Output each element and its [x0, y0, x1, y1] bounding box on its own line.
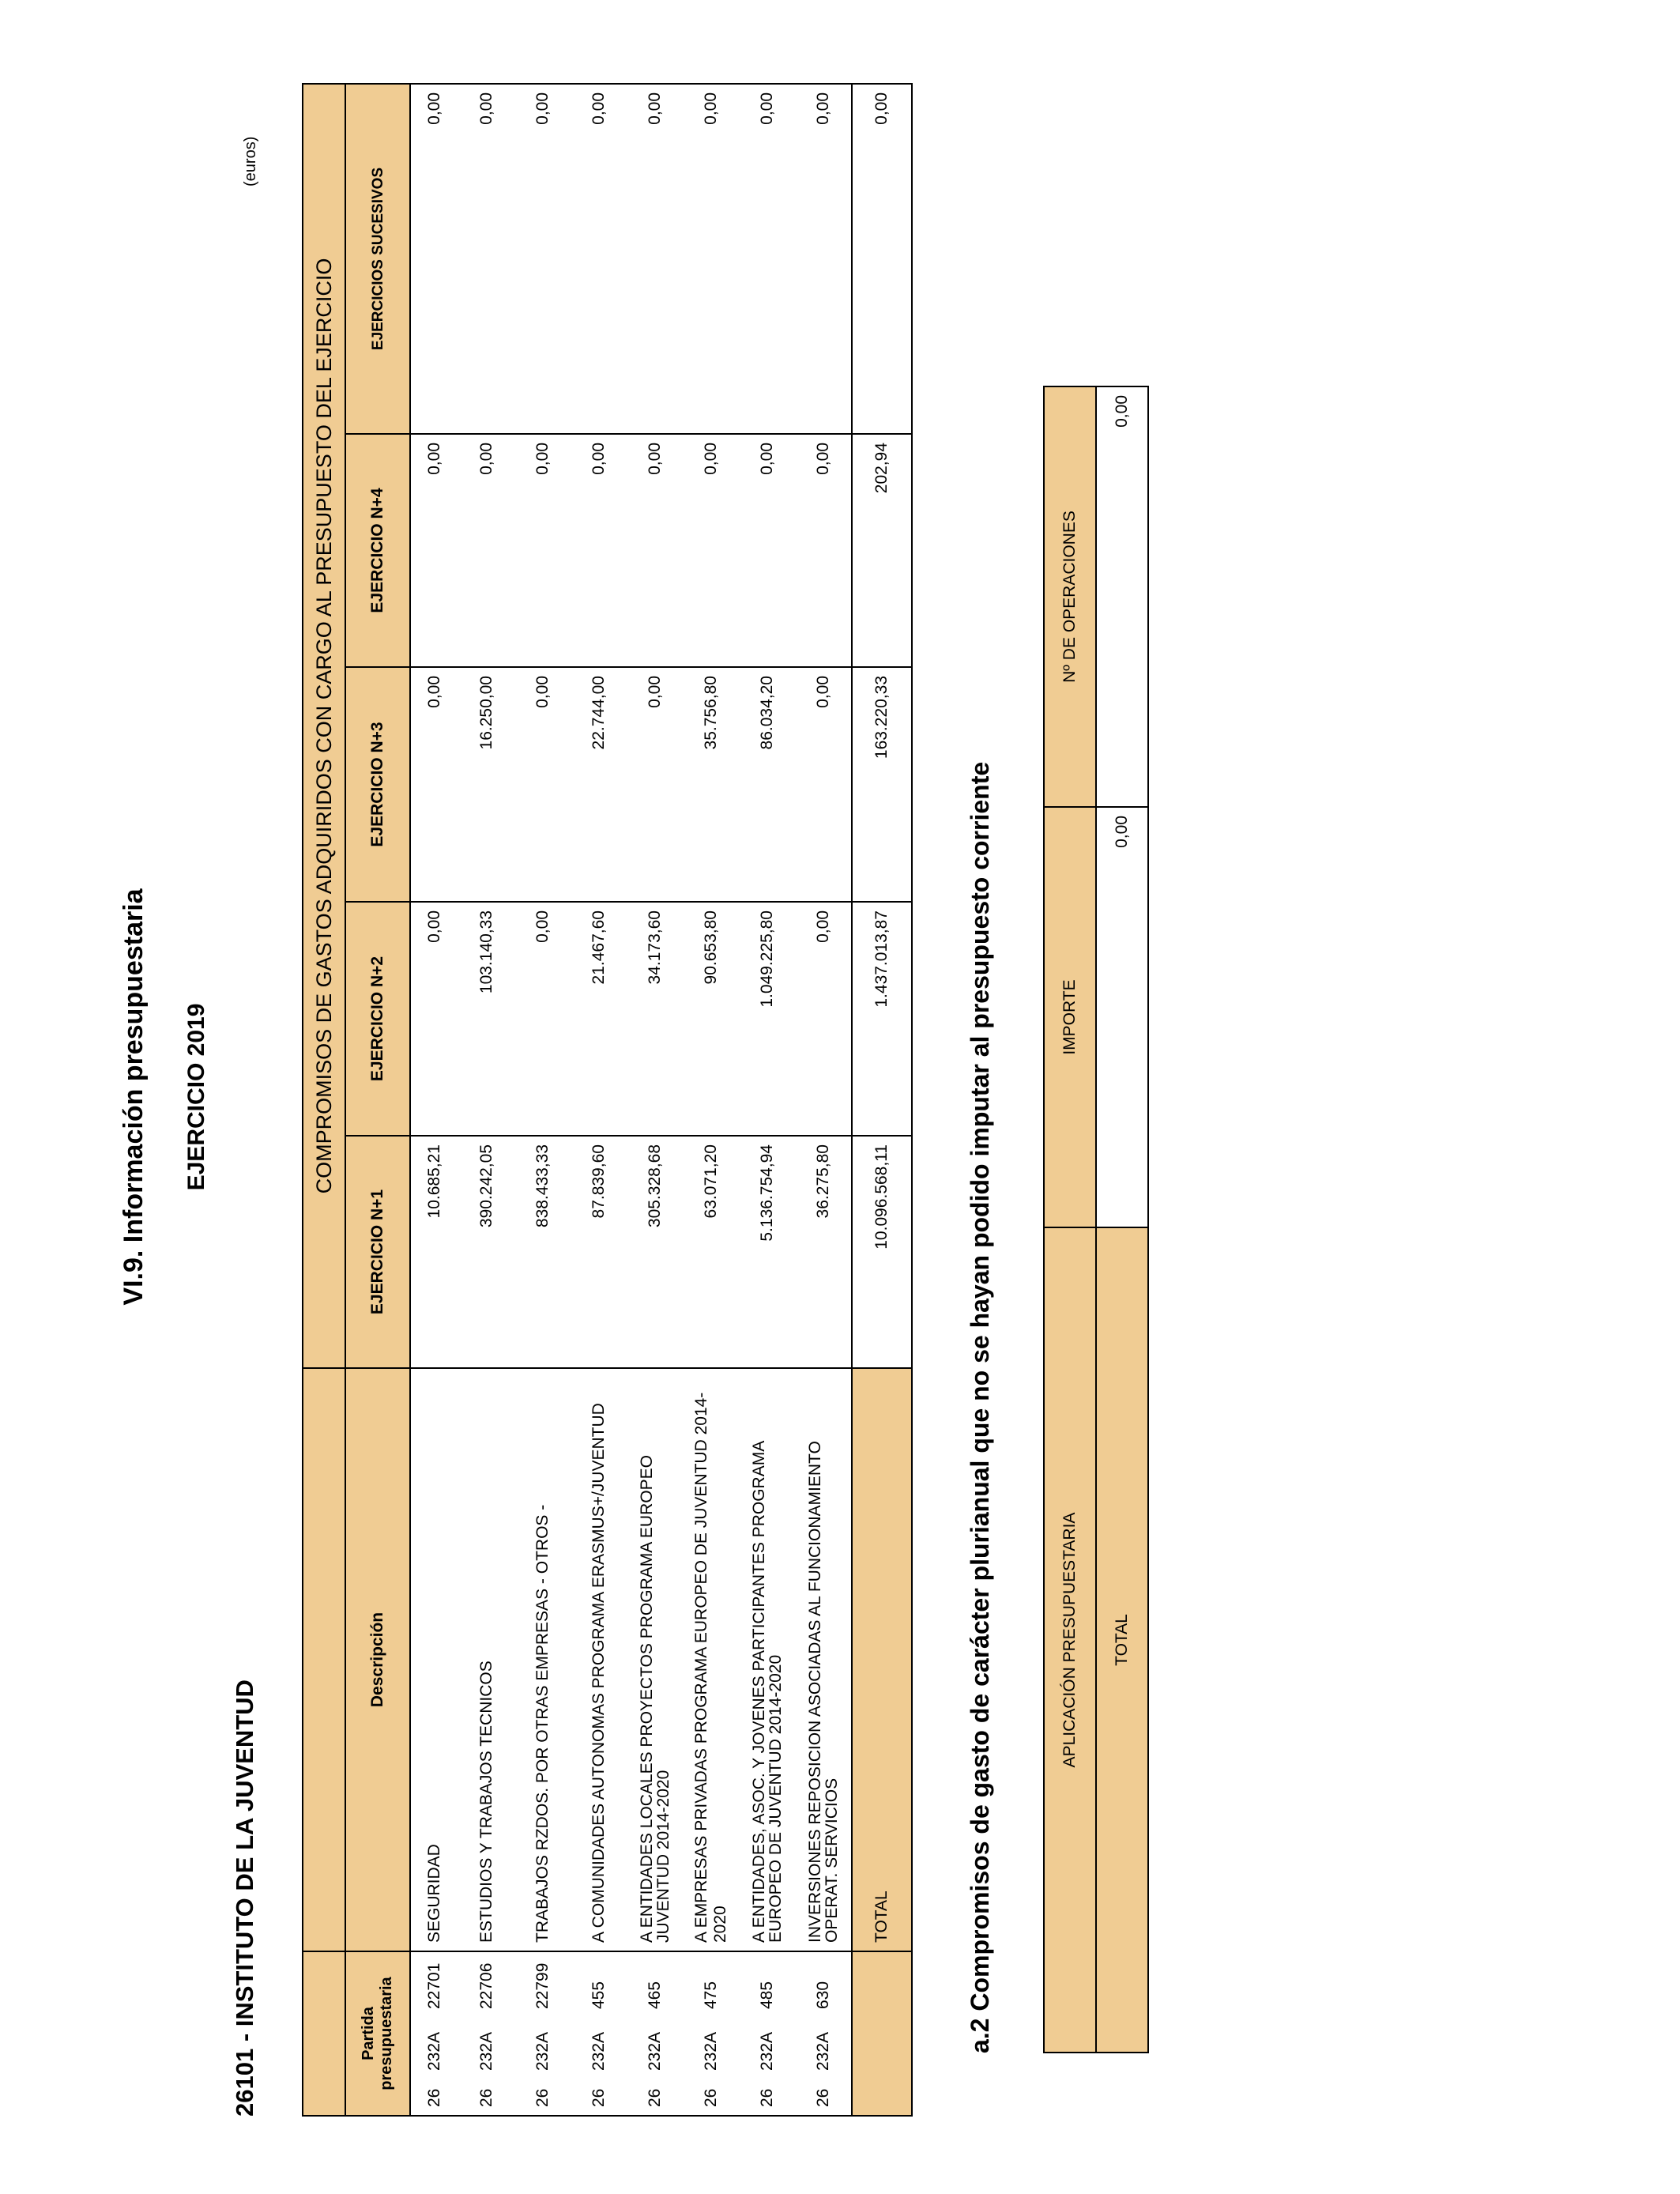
descripcion-cell: A COMUNIDADES AUTONOMAS PROGRAMA ERASMUS+/JUVENTUD: [571, 1368, 627, 1951]
table-row: [514, 84, 571, 2116]
n4-cell: 0,00: [683, 434, 739, 667]
partida-cell: 26232A465: [627, 1951, 683, 2116]
sucesivos-cell: 0,00: [514, 84, 571, 434]
sucesivos-cell: 0,00: [571, 84, 627, 434]
n1-cell: 390.242,05: [458, 1136, 514, 1368]
partida-cell: 26232A22701: [410, 1951, 458, 2116]
n1-cell: 63.071,20: [683, 1136, 739, 1368]
col-header-n4: EJERCICIO N+4: [345, 434, 410, 667]
commitments-table: [302, 83, 913, 2117]
units-label: (euros): [242, 136, 259, 187]
col-header-aplicacion: APLICACIÓN PRESUPUESTARIA: [1044, 1227, 1096, 2053]
n4-cell: 0,00: [514, 434, 571, 667]
col-header-n2: EJERCICIO N+2: [345, 902, 410, 1136]
partida-cell: 26232A475: [683, 1951, 739, 2116]
n4-cell: 0,00: [458, 434, 514, 667]
n3-cell: 0,00: [795, 667, 852, 902]
col-header-partida: Partida presupuestaria: [345, 1951, 410, 2116]
uncommitted-table: [1043, 386, 1149, 2053]
group-header: COMPROMISOS DE GASTOS ADQUIRIDOS CON CARGO AL PRESUPUESTO DEL EJERCICIO: [303, 84, 345, 1368]
sucesivos-cell: 0,00: [683, 84, 739, 434]
table-row: [410, 84, 458, 2116]
descripcion-cell: INVERSIONES REPOSICION ASOCIADAS AL FUNCIONAMIENTO OPERAT. SERVICIOS: [795, 1368, 852, 1951]
n2-cell: 103.140,33: [458, 902, 514, 1136]
header-spacer-descripcion: [303, 1368, 345, 1951]
n2-cell: 90.653,80: [683, 902, 739, 1136]
table-row: [571, 84, 627, 2116]
sucesivos-cell: 0,00: [627, 84, 683, 434]
entity-name: 26101 - INSTITUTO DE LA JUVENTUD: [231, 1679, 258, 2117]
partida-cell: 26232A630: [795, 1951, 852, 2116]
partida-cell: 26232A485: [739, 1951, 795, 2116]
total-row: [1096, 386, 1148, 2053]
table-row: [683, 84, 739, 2116]
n1-cell: 5.136.754,94: [739, 1136, 795, 1368]
a2-total-importe: 0,00: [1096, 807, 1148, 1227]
header-spacer-partida: [303, 1951, 345, 2116]
page-subtitle: EJERCICIO 2019: [183, 1003, 209, 1191]
n4-cell: 0,00: [571, 434, 627, 667]
total-n3: 163.220,33: [852, 667, 912, 902]
a2-total-operaciones: 0,00: [1096, 386, 1148, 807]
total-row: [852, 84, 912, 2116]
col-header-sucesivos: EJERCICIOS SUCESIVOS: [345, 84, 410, 434]
col-header-n1: EJERCICIO N+1: [345, 1136, 410, 1368]
total-label: TOTAL: [852, 1368, 912, 1951]
total-spacer: [852, 1951, 912, 2116]
section-a2-heading: a.2 Compromisos de gasto de carácter plurianual que no se hayan podido imputar al presupuesto corriente: [966, 761, 994, 2053]
total-n4: 202,94: [852, 434, 912, 667]
sucesivos-cell: 0,00: [739, 84, 795, 434]
n3-cell: 22.744,00: [571, 667, 627, 902]
descripcion-cell: SEGURIDAD: [410, 1368, 458, 1951]
table-row: [739, 84, 795, 2116]
descripcion-cell: ESTUDIOS Y TRABAJOS TECNICOS: [458, 1368, 514, 1951]
col-header-descripcion: Descripción: [345, 1368, 410, 1951]
total-n1: 10.096.568,11: [852, 1136, 912, 1368]
descripcion-cell: A ENTIDADES, ASOC. Y JOVENES PARTICIPANTES PROGRAMA EUROPEO DE JUVENTUD 2014-2020: [739, 1368, 795, 1951]
n4-cell: 0,00: [627, 434, 683, 667]
partida-cell: 26232A22799: [514, 1951, 571, 2116]
table-row: [458, 84, 514, 2116]
n3-cell: 16.250,00: [458, 667, 514, 902]
total-sucesivos: 0,00: [852, 84, 912, 434]
partida-cell: 26232A455: [571, 1951, 627, 2116]
n1-cell: 87.839,60: [571, 1136, 627, 1368]
table-row: [795, 84, 852, 2116]
n2-cell: 21.467,60: [571, 902, 627, 1136]
table-row: [627, 84, 683, 2116]
n4-cell: 0,00: [410, 434, 458, 667]
n2-cell: 0,00: [514, 902, 571, 1136]
n2-cell: 34.173,60: [627, 902, 683, 1136]
col-header-importe: IMPORTE: [1044, 807, 1096, 1227]
col-header-n3: EJERCICIO N+3: [345, 667, 410, 902]
page-title: VI.9. Información presupuestaria: [119, 888, 149, 1306]
n4-cell: 0,00: [795, 434, 852, 667]
n3-cell: 35.756,80: [683, 667, 739, 902]
n2-cell: 0,00: [795, 902, 852, 1136]
n3-cell: 0,00: [627, 667, 683, 902]
n3-cell: 0,00: [410, 667, 458, 902]
col-header-operaciones: Nº DE OPERACIONES: [1044, 386, 1096, 807]
total-n2: 1.437.013,87: [852, 902, 912, 1136]
n2-cell: 0,00: [410, 902, 458, 1136]
n3-cell: 86.034,20: [739, 667, 795, 902]
n1-cell: 838.433,33: [514, 1136, 571, 1368]
n1-cell: 36.275,80: [795, 1136, 852, 1368]
n2-cell: 1.049.225,80: [739, 902, 795, 1136]
sucesivos-cell: 0,00: [795, 84, 852, 434]
partida-cell: 26232A22706: [458, 1951, 514, 2116]
descripcion-cell: A EMPRESAS PRIVADAS PROGRAMA EUROPEO DE JUVENTUD 2014-2020: [683, 1368, 739, 1951]
n3-cell: 0,00: [514, 667, 571, 902]
descripcion-cell: TRABAJOS RZDOS. POR OTRAS EMPRESAS - OTROS -: [514, 1368, 571, 1951]
descripcion-cell: A ENTIDADES LOCALES PROYECTOS PROGRAMA EUROPEO JUVENTUD 2014-2020: [627, 1368, 683, 1951]
n4-cell: 0,00: [739, 434, 795, 667]
n1-cell: 305.328,68: [627, 1136, 683, 1368]
sucesivos-cell: 0,00: [410, 84, 458, 434]
a2-total-label: TOTAL: [1096, 1227, 1148, 2053]
sucesivos-cell: 0,00: [458, 84, 514, 434]
n1-cell: 10.685,21: [410, 1136, 458, 1368]
